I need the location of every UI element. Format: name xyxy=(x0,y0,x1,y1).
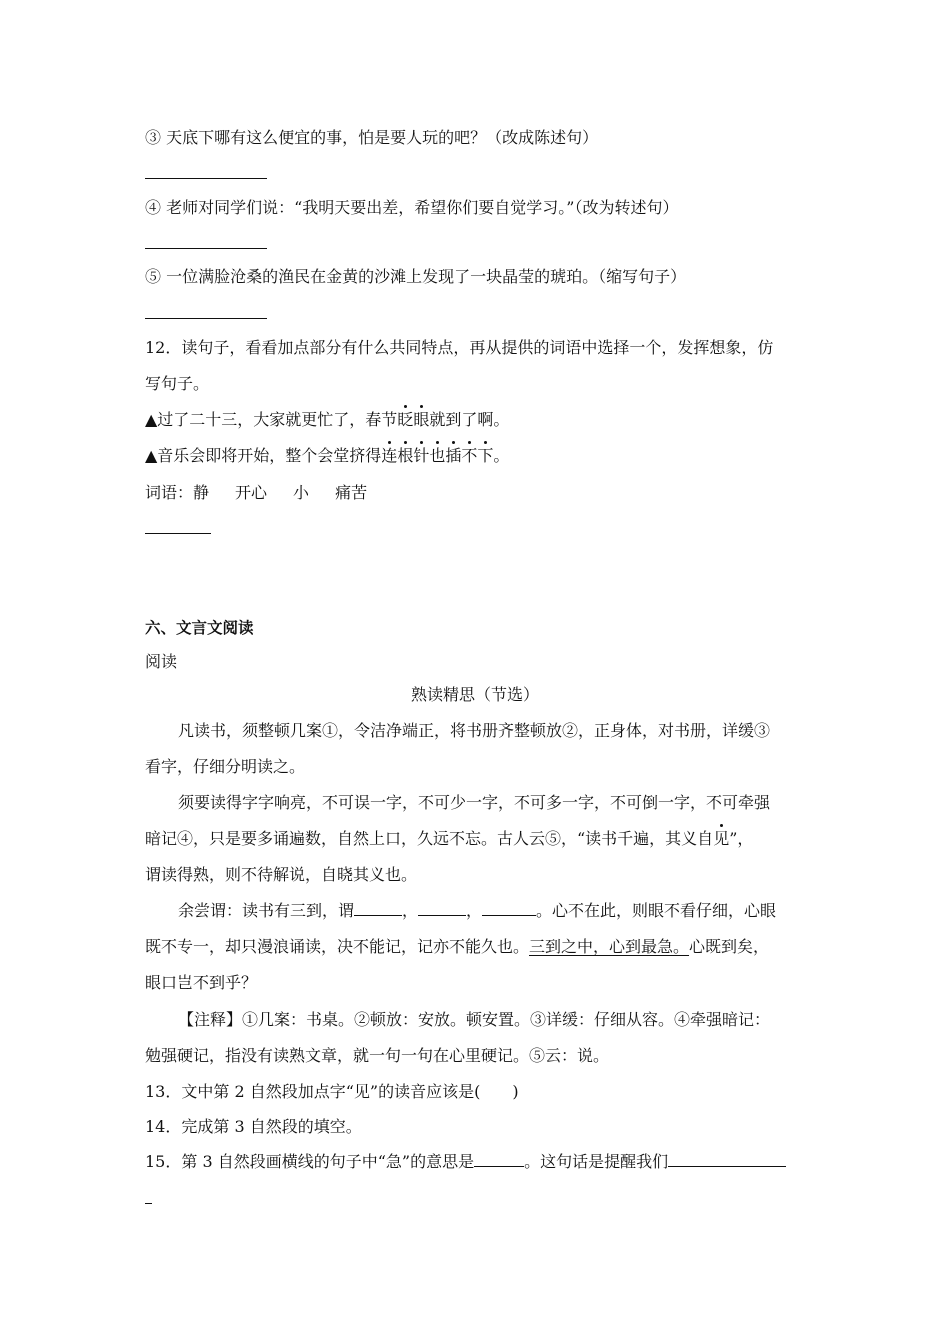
passage-text: ， xyxy=(402,901,419,920)
word-option: 开心 xyxy=(235,483,268,502)
example-text: ▲过了二十三，大家就更忙了，春节 xyxy=(145,410,398,429)
section-title: 六、文言文阅读 xyxy=(145,619,254,637)
q12-prompt-line2: 写句子。 xyxy=(145,374,210,393)
q14: 14．完成第 3 自然段的填空。 xyxy=(145,1117,362,1136)
dotted-char: 插 xyxy=(445,446,462,465)
answer-line xyxy=(145,318,267,319)
answer-line xyxy=(145,248,267,249)
q11-item5: ⑤ 一位满脸沧桑的渔民在金黄的沙滩上发现了一块晶莹的琥珀。（缩写句子） xyxy=(145,267,687,286)
word-bank-label: 词语： xyxy=(145,483,194,502)
example-text: ▲音乐会即将开始，整个会堂挤得 xyxy=(145,446,382,465)
passage-text: 余尝谓：读书有三到，谓 xyxy=(178,901,355,920)
dotted-char: 见 xyxy=(713,829,730,848)
q15 xyxy=(145,1152,786,1172)
dotted-char: 根 xyxy=(397,446,414,465)
passage-p3-line3: 眼口岂不到乎？ xyxy=(145,973,258,992)
answer-line xyxy=(145,533,211,534)
passage-p2-line2 xyxy=(145,829,753,849)
dotted-char: 眼 xyxy=(413,410,430,429)
passage-p1-line1: 凡读书，须整顿几案①，令洁净端正，将书册齐整顿放②，正身体，对书册，详缓③ xyxy=(178,721,771,740)
q11-item4: ④ 老师对同学们说：“我明天要出差，希望你们要自觉学习。”（改为转述句） xyxy=(145,198,679,217)
passage-text: 暗记④，只是要多诵遍数，自然上口，久远不忘。古人云⑤，“读书千遍，其义自 xyxy=(145,829,714,848)
fill-blank[interactable] xyxy=(482,901,536,916)
passage-title: 熟读精思（节选） xyxy=(410,685,539,704)
passage-p2-line3: 谓读得熟，则不待解说，自晓其义也。 xyxy=(145,865,418,884)
word-option: 小 xyxy=(293,483,310,502)
passage-text: 既不专一，却只漫浪诵读，决不能记，记亦不能久也。 xyxy=(145,937,530,956)
section-intro: 阅读 xyxy=(145,652,178,671)
q11-item3: ③ 天底下哪有这么便宜的事，怕是要人玩的吧？（改成陈述句） xyxy=(145,128,599,147)
notes-line2: 勉强硬记，指没有读熟文章，就一句一句在心里硬记。⑤云：说。 xyxy=(145,1046,610,1065)
q12-word-bank xyxy=(145,483,367,503)
question-text: 。这句话是提醒我们 xyxy=(524,1152,669,1171)
notes-line1: 【注释】①几案：书桌。②顿放：安放。顿安置。③详缓：仔细从容。④牵强暗记： xyxy=(178,1010,771,1029)
q12-prompt-line1: 12．读句子，看看加点部分有什么共同特点，再从提供的词语中选择一个，发挥想象，仿 xyxy=(145,338,774,357)
answer-line xyxy=(145,1203,152,1204)
fill-blank[interactable] xyxy=(418,901,466,916)
passage-p3-line1 xyxy=(178,901,776,921)
passage-text: 心既到矣， xyxy=(689,937,770,956)
fill-blank[interactable] xyxy=(474,1152,524,1167)
dotted-char: 下 xyxy=(477,446,494,465)
passage-text: ”， xyxy=(729,829,754,848)
passage-p3-line2 xyxy=(145,937,769,957)
example-text: 。 xyxy=(493,446,510,465)
dotted-char: 也 xyxy=(429,446,446,465)
dotted-char: 连 xyxy=(381,446,398,465)
q12-example-2 xyxy=(145,446,509,466)
underlined-sentence: 三到之中，心到最急。 xyxy=(529,937,690,956)
dotted-char: 针 xyxy=(413,446,430,465)
passage-p2-line1: 须要读得字字响亮，不可误一字，不可少一字，不可多一字，不可倒一字，不可牵强 xyxy=(178,793,771,812)
q12-example-1 xyxy=(145,410,509,430)
word-option: 静 xyxy=(193,483,210,502)
passage-text: ， xyxy=(466,901,483,920)
question-text: 15．第 3 自然段画横线的句子中“急”的意思是 xyxy=(145,1152,475,1171)
dotted-char: 不 xyxy=(461,446,478,465)
passage-p1-line2: 看字，仔细分明读之。 xyxy=(145,757,306,776)
fill-blank[interactable] xyxy=(668,1152,786,1167)
word-option: 痛苦 xyxy=(335,483,368,502)
fill-blank[interactable] xyxy=(354,901,402,916)
answer-line xyxy=(145,178,267,179)
q13: 13．文中第 2 自然段加点字“见”的读音应该是( ) xyxy=(145,1082,519,1101)
example-text: 就到了啊。 xyxy=(429,410,510,429)
passage-text: 。心不在此，则眼不看仔细，心眼 xyxy=(536,901,777,920)
dotted-char: 眨 xyxy=(397,410,414,429)
